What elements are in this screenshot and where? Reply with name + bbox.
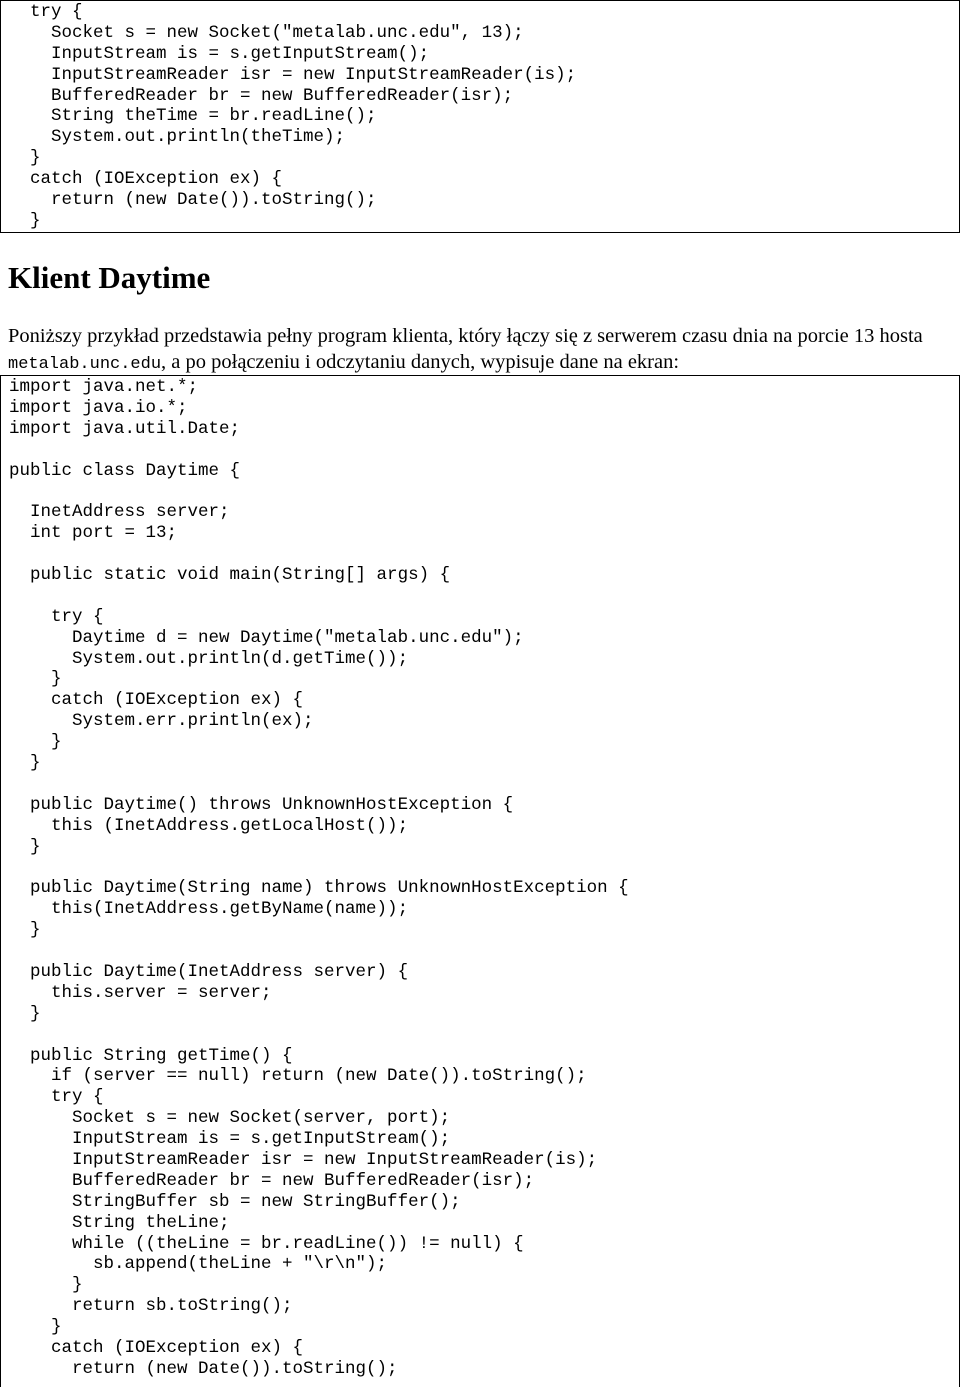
section-paragraph: [8, 323, 953, 378]
code-line: import java.util.Date;: [9, 418, 241, 439]
top-code-snippet: [0, 0, 960, 233]
code-line: }: [9, 1275, 83, 1296]
code-line: return (new Date()).toString();: [9, 1358, 398, 1379]
code-line: [9, 481, 629, 502]
code-line: System.out.println(d.getTime());: [9, 648, 409, 669]
code-line: StringBuffer sb = new StringBuffer();: [9, 1191, 461, 1212]
code-line: [9, 440, 629, 461]
code-line: int port = 13;: [9, 523, 178, 544]
code-line: }: [9, 1317, 62, 1338]
code-line: InputStreamReader isr = new InputStreamReader(is);: [9, 1149, 598, 1170]
code-line: }: [9, 669, 62, 690]
code-line: import java.io.*;: [9, 397, 188, 418]
paragraph-text-2: , a po połączeniu i odczytaniu danych, wypisuje dane na ekran:: [161, 351, 680, 373]
top-code-lines: [9, 2, 576, 232]
code-line: public Daytime(String name) throws UnknownHostException {: [9, 878, 629, 899]
code-line: while ((theLine = br.readLine()) != null) {: [9, 1233, 524, 1254]
main-code-listing: [0, 375, 960, 1387]
code-line: [9, 941, 629, 962]
code-line: [9, 1025, 629, 1046]
code-line: [9, 774, 629, 795]
code-line: }: [9, 732, 62, 753]
code-line: import java.net.*;: [9, 377, 199, 397]
code-line: this (InetAddress.getLocalHost());: [9, 815, 409, 836]
code-line: }: [9, 210, 41, 231]
section-heading: Klient Daytime: [8, 260, 211, 295]
code-line: try {: [9, 2, 83, 22]
code-line: try {: [9, 606, 104, 627]
code-line: this(InetAddress.getByName(name));: [9, 899, 409, 920]
code-line: return (new Date()).toString();: [9, 190, 377, 211]
code-line: InputStreamReader isr = new InputStreamReader(is);: [9, 64, 577, 85]
code-line: }: [9, 1003, 41, 1024]
code-line: InputStream is = s.getInputStream();: [9, 43, 430, 64]
code-line: String theTime = br.readLine();: [9, 106, 377, 127]
main-code-lines: [9, 377, 629, 1380]
code-line: InetAddress server;: [9, 502, 230, 523]
code-line: return sb.toString();: [9, 1296, 293, 1317]
code-line: try {: [9, 1087, 104, 1108]
code-line: BufferedReader br = new BufferedReader(isr);: [9, 1170, 535, 1191]
code-line: BufferedReader br = new BufferedReader(isr);: [9, 85, 514, 106]
code-line: [9, 544, 629, 565]
code-line: public class Daytime {: [9, 460, 241, 481]
code-line: }: [9, 920, 41, 941]
code-line: sb.append(theLine + "\r\n");: [9, 1254, 388, 1275]
code-line: }: [9, 836, 41, 857]
code-line: Socket s = new Socket(server, port);: [9, 1108, 451, 1129]
code-line: public String getTime() {: [9, 1045, 293, 1066]
code-line: Socket s = new Socket("metalab.unc.edu", 13);: [9, 22, 524, 43]
code-line: public Daytime() throws UnknownHostException {: [9, 794, 514, 815]
paragraph-text-1: Poniższy przykład przedstawia pełny program klienta, który łączy się z serwerem czasu dnia na porcie 13 hosta: [8, 325, 923, 347]
code-line: public static void main(String[] args) {: [9, 565, 451, 586]
code-line: catch (IOException ex) {: [9, 690, 304, 711]
paragraph-host-code: metalab.unc.edu: [8, 355, 162, 374]
code-line: this.server = server;: [9, 982, 272, 1003]
code-line: [9, 857, 629, 878]
code-line: [9, 586, 629, 607]
code-line: catch (IOException ex) {: [9, 169, 283, 190]
code-line: System.out.println(theTime);: [9, 127, 346, 148]
code-line: }: [9, 753, 41, 774]
code-line: }: [9, 148, 41, 169]
code-line: catch (IOException ex) {: [9, 1337, 304, 1358]
code-line: String theLine;: [9, 1212, 230, 1233]
code-line: if (server == null) return (new Date()).toString();: [9, 1066, 587, 1087]
code-line: public Daytime(InetAddress server) {: [9, 961, 409, 982]
code-line: InputStream is = s.getInputStream();: [9, 1129, 451, 1150]
code-line: Daytime d = new Daytime("metalab.unc.edu");: [9, 627, 524, 648]
code-line: System.err.println(ex);: [9, 711, 314, 732]
